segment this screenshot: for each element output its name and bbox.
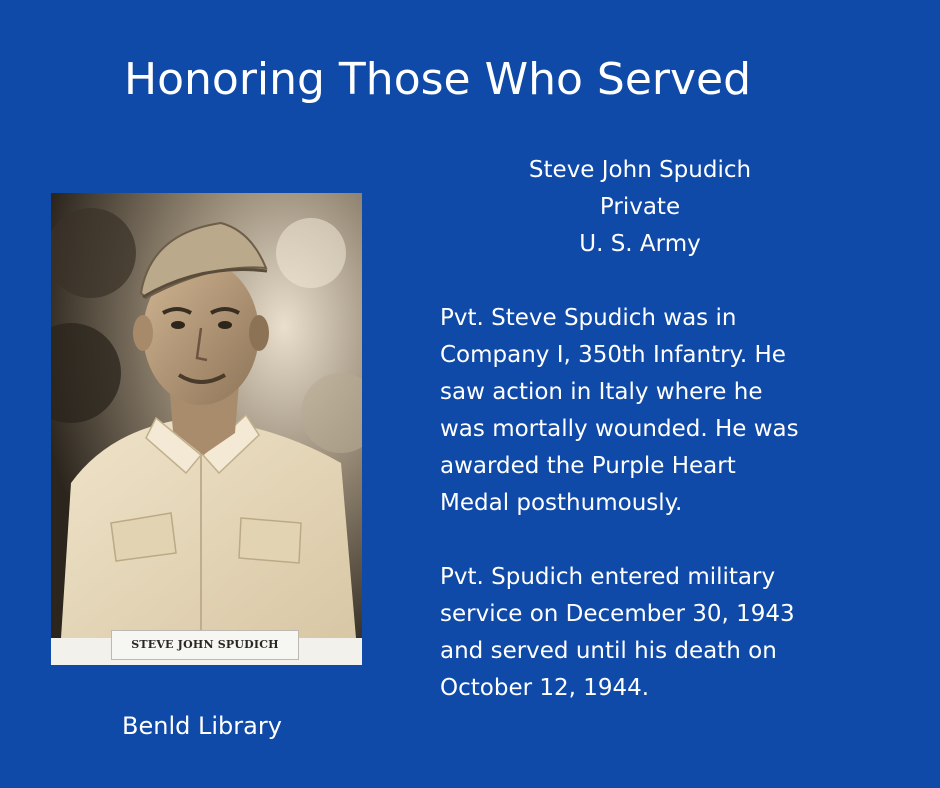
- portrait-illustration: [51, 193, 362, 665]
- service-dates: [440, 559, 860, 707]
- description-line: was mortally wounded. He was: [440, 416, 799, 442]
- service-member-rank: Private: [599, 194, 681, 220]
- description-line: Company I, 350th Infantry. He: [440, 342, 786, 368]
- service-member-name: Steve John Spudich: [528, 157, 752, 183]
- page-title: Honoring Those Who Served: [124, 54, 752, 105]
- service-description: [440, 300, 860, 522]
- description-line: Medal posthumously.: [440, 490, 683, 516]
- dates-line: service on December 30, 1943: [440, 601, 795, 627]
- description-line: Pvt. Steve Spudich was in: [440, 305, 737, 331]
- dates-line: and served until his death on: [440, 638, 777, 664]
- service-member-info: [440, 152, 840, 263]
- description-line: awarded the Purple Heart: [440, 453, 736, 479]
- service-member-branch: U. S. Army: [579, 231, 701, 257]
- library-credit: Benld Library: [122, 712, 282, 740]
- description-line: saw action in Italy where he: [440, 379, 763, 405]
- dates-line: October 12, 1944.: [440, 675, 650, 701]
- portrait-photo: [51, 193, 362, 665]
- photo-caption-label: STEVE JOHN SPUDICH: [111, 630, 299, 660]
- dates-line: Pvt. Spudich entered military: [440, 564, 776, 590]
